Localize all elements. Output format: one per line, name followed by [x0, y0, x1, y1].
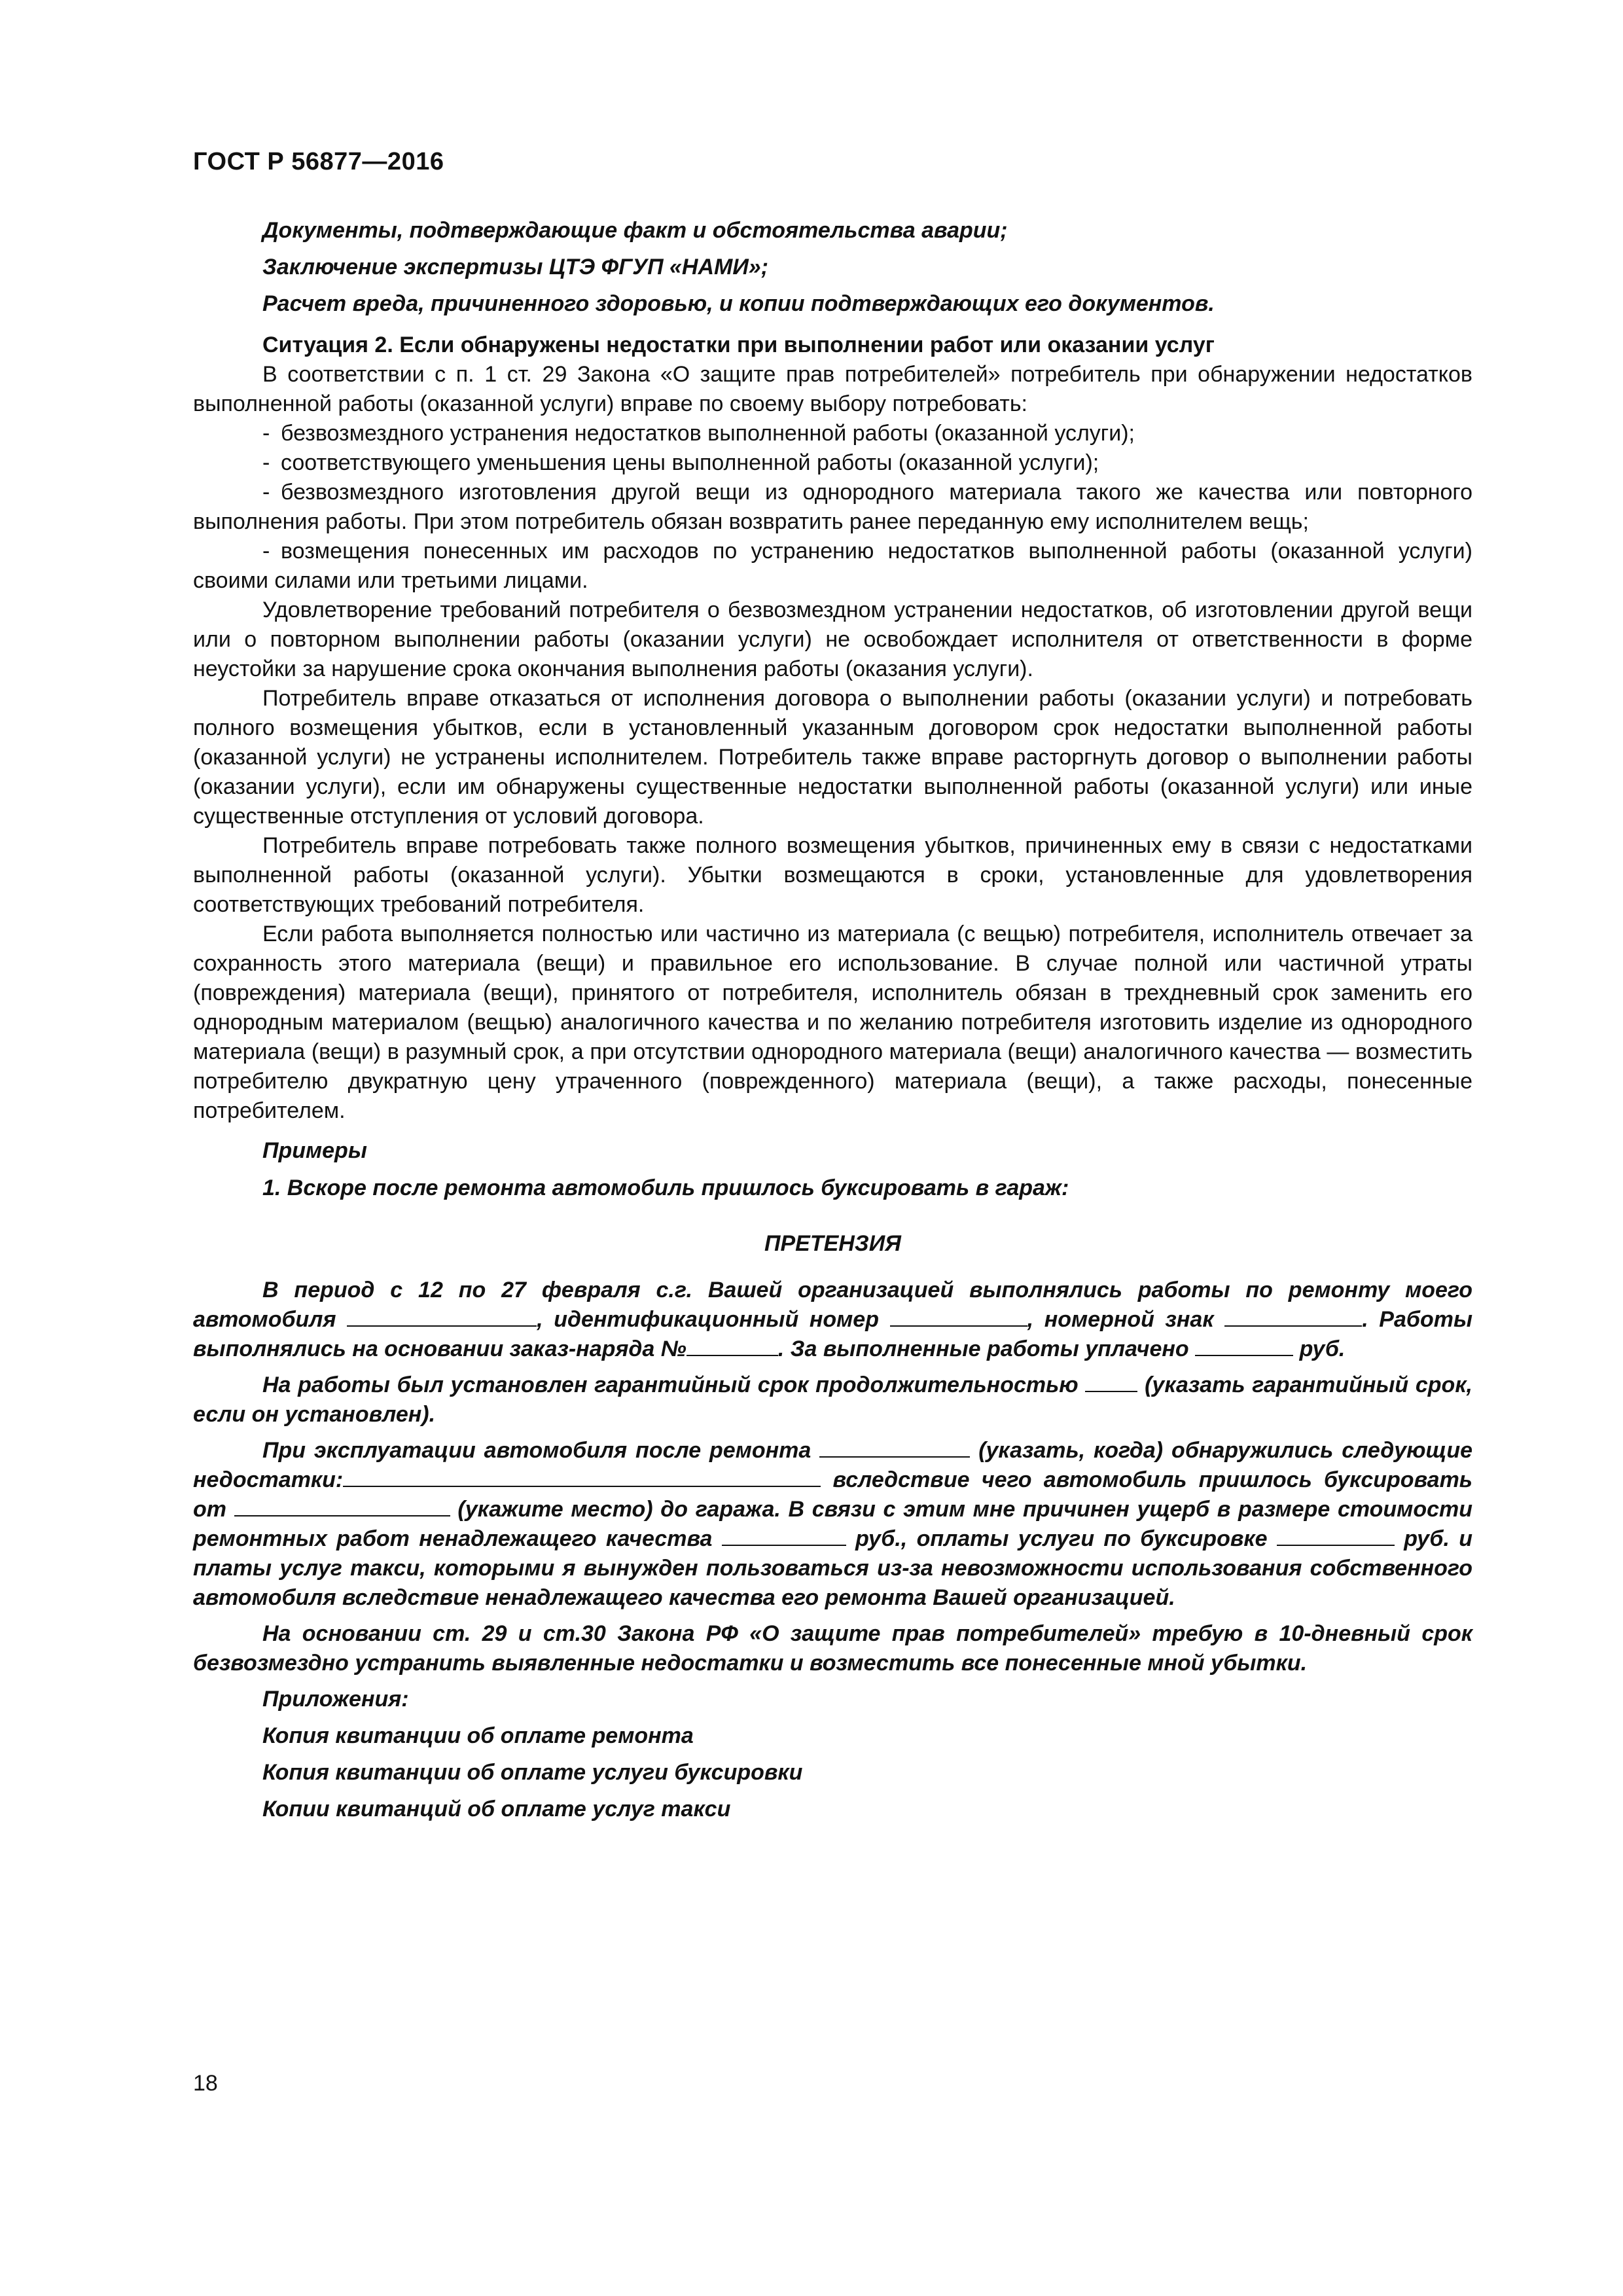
list-item-text: безвозмездного изготовления другой вещи из однородного материала такого же качества или повторного выполнения работы. При этом потребитель обязан возвратить ранее переданную ему исполнителем вещь;	[193, 480, 1472, 534]
body-paragraph: Потребитель вправе потребовать также полного возмещения убытков, причиненных ему в связи с недостатками выполненной работы (оказанной услуги). Убытки возмещаются в сроки, установленные для удовлетворения соответствующих требований потребителя.	[193, 833, 1472, 917]
claim-paragraph-4: На основании ст. 29 и ст.30 Закона РФ «О защите прав потребителей» требую в 10-дневный срок безвозмездно устранить выявленные недостатки и возместить все понесенные мной убытки.	[193, 1621, 1472, 1676]
documents-list	[193, 216, 1472, 319]
body-paragraph: Если работа выполняется полностью или частично из материала (с вещью) потребителя, исполнитель отвечает за сохранность этого материала (вещи) и правильное его использование. В случае полной или частичной утраты (повреждения) материала (вещи), принятого от потребителя, исполнитель обязан в трехдневный срок заменить его однородным материалом (вещью) аналогичного качества и по желанию потребителя изготовить изделие из однородного материала (вещи) в разумный срок, а при отсутствии однородного материала (вещи) аналогичного качества — возместить потребителю двукратную цену утраченного (поврежденного) материала (вещи), а также расходы, понесенные потребителем.	[193, 922, 1472, 1123]
body-paragraph: Удовлетворение требований потребителя о безвозмездном устранении недостатков, об изготовлении другой вещи или о повторном выполнении работы (оказании услуги) не освобождает исполнителя от ответственности в форме неустойки за нарушение срока окончания выполнения работы (оказания услуги).	[193, 598, 1472, 681]
blank-field	[1195, 1335, 1293, 1356]
list-item	[193, 537, 1472, 596]
list-item	[193, 448, 1472, 478]
section-intro: В соответствии с п. 1 ст. 29 Закона «О защите прав потребителей» потребитель при обнаружении недостатков выполненной работы (оказанной услуги) вправе по своему выбору потребовать:	[193, 362, 1472, 416]
blank-field	[687, 1335, 778, 1356]
blank-field	[1224, 1306, 1362, 1327]
list-item-text: соответствующего уменьшения цены выполненной работы (оказанной услуги);	[281, 450, 1099, 475]
dash-marker: -	[262, 450, 270, 475]
blank-field	[722, 1525, 846, 1546]
list-item	[193, 478, 1472, 537]
documents-list-item: Расчет вреда, причиненного здоровью, и копии подтверждающих его документов.	[262, 291, 1215, 316]
example-title: 1. Вскоре после ремонта автомобиль пришлось буксировать в гараж:	[262, 1175, 1069, 1200]
body-paragraph: Потребитель вправе отказаться от исполнения договора о выполнении работы (оказании услуги) и потребовать полного возмещения убытков, если в установленный указанным договором срок недостатки выполненной работы (оказанной услуги) не устранены исполнителем. Потребитель также вправе расторгнуть договор о выполнении работы (оказании услуги), если им обнаружены существенные недостатки выполненной работы (оказанной услуги) или иные существенные отступления от условий договора.	[193, 686, 1472, 829]
dash-marker: -	[262, 421, 270, 446]
blank-field	[347, 1306, 537, 1327]
blank-field	[890, 1306, 1027, 1327]
document-header: ГОСТ Р 56877—2016	[193, 148, 444, 175]
attachment-item: Копия квитанции об оплате ремонта	[262, 1723, 694, 1748]
list-item	[193, 419, 1472, 448]
blank-field	[234, 1496, 450, 1516]
documents-list-item: Документы, подтверждающие факт и обстоятельства аварии;	[262, 218, 1008, 243]
documents-list-item: Заключение экспертизы ЦТЭ ФГУП «НАМИ»;	[262, 255, 769, 279]
section-title: Ситуация 2. Если обнаружены недостатки при выполнении работ или оказании услуг	[262, 332, 1215, 357]
attachment-item: Копии квитанций об оплате услуг такси	[262, 1797, 731, 1821]
attachment-item: Копия квитанции об оплате услуги буксировки	[262, 1760, 803, 1785]
page-content	[193, 216, 1472, 1831]
blank-field	[343, 1466, 821, 1487]
claim-title: ПРЕТЕНЗИЯ	[764, 1231, 901, 1256]
blank-field	[819, 1437, 970, 1458]
dash-marker: -	[262, 480, 270, 505]
blank-field	[1085, 1371, 1137, 1392]
dash-marker: -	[262, 539, 270, 564]
list-item-text: возмещения понесенных им расходов по устранению недостатков выполненной работы (оказанной услуги) своими силами или третьими лицами.	[193, 539, 1472, 593]
page-number: 18	[193, 2071, 218, 2096]
blank-field	[1277, 1525, 1395, 1546]
claim-paragraph-2: На работы был установлен гарантийный срок продолжительностью (указать гарантийный срок, если он установлен).	[193, 1372, 1472, 1427]
list-item-text: безвозмездного устранения недостатков выполненной работы (оказанной услуги);	[281, 421, 1135, 446]
claim-paragraph-1: В период с 12 по 27 февраля с.г. Вашей организацией выполнялись работы по ремонту моего автомобиля , идентификационный номер , номерной знак . Работы выполнялись на основании заказ-наряда № . За выполненные работы уплачено руб.	[193, 1278, 1472, 1361]
attachments-list	[193, 1685, 1472, 1824]
claim-paragraph-3: При эксплуатации автомобиля после ремонта (указать, когда) обнаружились следующие недостатки: вследствие чего автомобиль пришлось буксировать от (укажите место) до гаража. В связи с этим мне причинен ущерб в размере стоимости ремонтных работ ненадлежащего качества руб., оплаты услуги по буксировке руб. и платы услуг такси, которыми я вынужден пользоваться из-за невозможности использования собственного автомобиля вследствие ненадлежащего качества его ремонта Вашей организацией.	[193, 1438, 1473, 1610]
examples-heading: Примеры	[262, 1138, 367, 1163]
attachments-heading: Приложения:	[262, 1687, 409, 1712]
